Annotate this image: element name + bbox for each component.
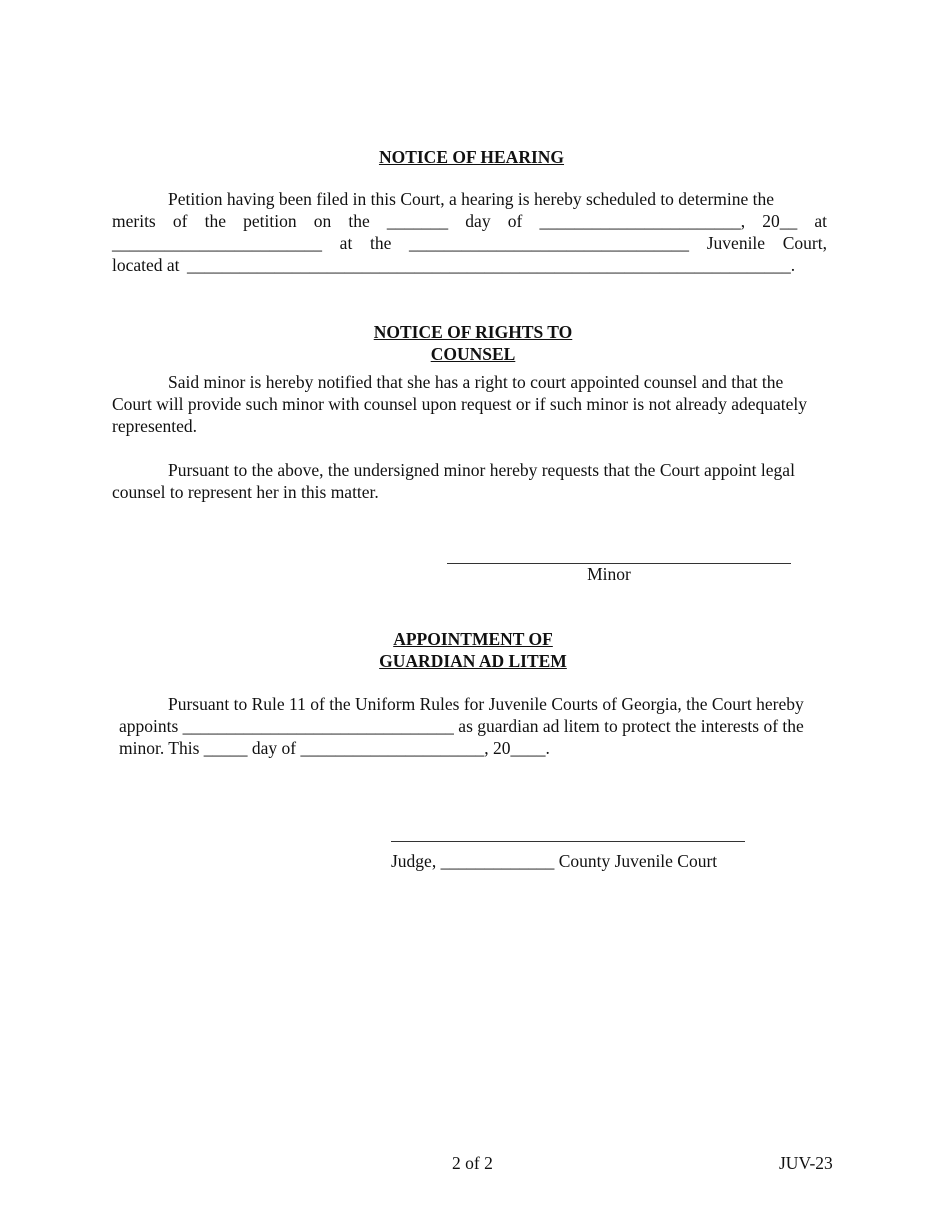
- guardian-line-1: Pursuant to Rule 11 of the Uniform Rules for Juvenile Courts of Georgia, the Court hereby: [168, 694, 804, 714]
- guardian-title-line-1: APPOINTMENT OF: [393, 629, 553, 649]
- rights-title-line-2: COUNSEL: [430, 344, 516, 364]
- minor-signature-label: Minor: [587, 564, 631, 584]
- guardian-line-2: appoints _______________________________ as guardian ad litem to protect the interests of the: [119, 716, 804, 736]
- guardian-line-3: minor. This _____ day of _____________________, 20____.: [119, 738, 550, 758]
- hearing-line-3: ________________________ at the ________________________________ Juvenile Court,: [112, 233, 827, 253]
- rights-para1-line-1: Said minor is hereby notified that she has a right to court appointed counsel and that the: [168, 372, 784, 392]
- rights-para1-line-3: represented.: [112, 416, 198, 436]
- notice-of-hearing-title: NOTICE OF HEARING: [378, 147, 565, 167]
- hearing-location-blank: _____________________________________________________________________.: [187, 255, 796, 275]
- rights-title-line-1: NOTICE OF RIGHTS TO: [373, 322, 573, 342]
- judge-signature-line[interactable]: [391, 841, 745, 842]
- rights-para1-line-2: Court will provide such minor with counsel upon request or if such minor is not already adequately: [112, 394, 807, 414]
- guardian-title-line-2: GUARDIAN AD LITEM: [379, 651, 567, 671]
- form-id: JUV-23: [779, 1153, 833, 1173]
- hearing-line-1: Petition having been filed in this Court, a hearing is hereby scheduled to determine the: [168, 189, 775, 209]
- rights-para2-line-1: Pursuant to the above, the undersigned minor hereby requests that the Court appoint legal: [168, 460, 795, 480]
- rights-para2-line-2: counsel to represent her in this matter.: [112, 482, 379, 502]
- hearing-line-2: merits of the petition on the _______ day of _______________________, 20__ at: [112, 211, 827, 231]
- judge-signature-label: Judge, _____________ County Juvenile Court: [391, 851, 718, 871]
- hearing-location-label: located at: [112, 255, 180, 275]
- page-number: 2 of 2: [452, 1153, 493, 1173]
